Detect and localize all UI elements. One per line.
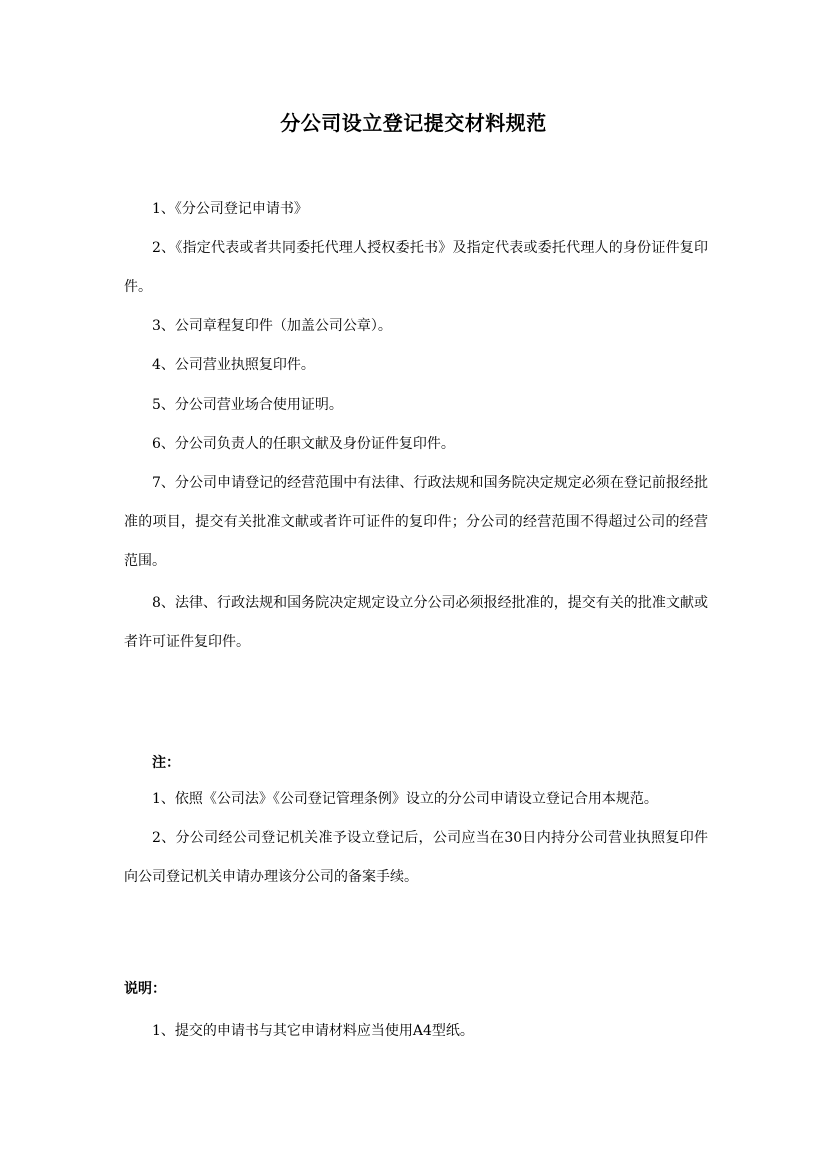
material-item-6: 6、分公司负责人的任职文献及身份证件复印件。 <box>152 436 455 452</box>
material-item-4: 4、公司营业执照复印件。 <box>152 357 315 373</box>
material-item-2: 2、《指定代表或者共同委托代理人授权委托书》及指定代表或委托代理人的身份证件复印件。 <box>124 240 708 295</box>
material-item-3: 3、公司章程复印件（加盖公司公章）。 <box>152 318 392 334</box>
note-item-2: 2、分公司经公司登记机关准予设立登记后，公司应当在30日内持分公司营业执照复印件向公司登记机关申请办理该分公司的备案手续。 <box>124 830 708 885</box>
material-item-8: 8、法律、行政法规和国务院决定规定设立分公司必须报经批准的，提交有关的批准文献或者许可证件复印件。 <box>124 595 708 650</box>
explanation-heading: 说明： <box>124 981 166 997</box>
explanation-item-1: 1、提交的申请书与其它申请材料应当使用A4型纸。 <box>152 1023 474 1039</box>
document-title: 分公司设立登记提交材料规范 <box>280 111 547 136</box>
material-item-1: 1、《分公司登记申请书》 <box>152 201 308 217</box>
notes-heading: 注： <box>152 755 180 771</box>
material-item-7: 7、分公司申请登记的经营范围中有法律、行政法规和国务院决定规定必须在登记前报经批准的项目，提交有关批准文献或者许可证件的复印件；分公司的经营范围不得超过公司的经营范围。 <box>124 475 708 569</box>
material-item-5: 5、分公司营业场合使用证明。 <box>152 397 343 413</box>
note-item-1: 1、依照《公司法》《公司登记管理条例》设立的分公司申请设立登记合用本规范。 <box>152 791 658 807</box>
